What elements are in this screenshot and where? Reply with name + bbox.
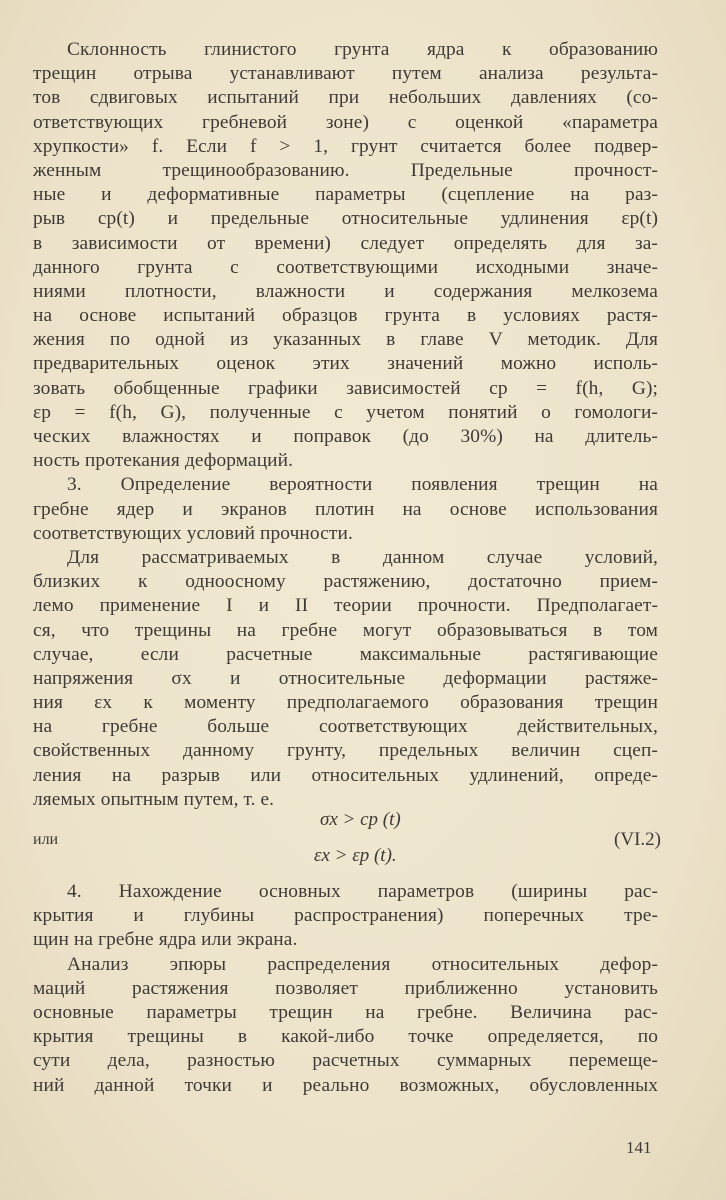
text-line: маций растяжения позволяет приближенно установить	[33, 977, 658, 999]
text-line: зовать обобщенные графики зависимостей cр = f(h, G);	[33, 377, 658, 399]
text-line: ляемых опытным путем, т. е.	[33, 788, 275, 810]
text-line: женным трещинообразованию. Предельные прочност-	[33, 159, 658, 181]
text-line: на гребне больше соответствующих действительных,	[33, 716, 658, 738]
text-line: ния εx к моменту предполагаемого образования трещин	[33, 692, 658, 714]
section-4-text-block	[33, 880, 658, 1098]
text-line: ниями плотности, влажности и содержания мелкозема	[33, 280, 658, 302]
text-line: сути дела, разностью расчетных суммарных перемеще-	[33, 1050, 658, 1072]
text-line: лемо применение I и II теории прочности. Предполагает-	[33, 595, 658, 617]
text-line: свойственных данному грунту, предельных величин сцеп-	[33, 740, 658, 762]
text-line: крытия и глубины распространения) поперечных тре-	[33, 905, 658, 927]
text-line: ний данной точки и реально возможных, обусловленных	[33, 1074, 658, 1096]
text-line: соответствующих условий прочности.	[33, 522, 353, 544]
text-line: гребне ядер и экранов плотин на основе использования	[33, 498, 658, 520]
text-line: Анализ эпюры распределения относительных дефор-	[67, 953, 658, 975]
formula-line-stress: σx > cр (t)	[320, 809, 401, 830]
text-line: ные и деформативные параметры (сцепление на раз-	[33, 184, 658, 206]
text-line: ления на разрыв или относительных удлинений, опреде-	[33, 764, 658, 786]
text-line: близких к одноосному растяжению, достаточно прием-	[33, 571, 658, 593]
text-line: ность протекания деформаций.	[33, 450, 294, 472]
formula-line-strain: εx > εр (t).	[314, 845, 397, 866]
text-line: εр = f(h, G), полученные с учетом понятий о гомологи-	[33, 401, 658, 423]
text-line: щин на гребне ядра или экрана.	[33, 929, 298, 951]
text-line: 3. Определение вероятности появления трещин на	[67, 474, 658, 496]
text-line: основные параметры трещин на гребне. Величина рас-	[33, 1001, 658, 1023]
page-number: 141	[626, 1138, 652, 1157]
text-line: ся, что трещины на гребне могут образовываться в том	[33, 619, 658, 641]
text-line: ческих влажностях и поправок (до 30%) на длитель-	[33, 426, 658, 447]
text-line: крытия трещины в какой-либо точке определяется, по	[33, 1026, 658, 1048]
text-line: Для рассматриваемых в данном случае условий,	[67, 546, 658, 568]
text-line: в зависимости от времени) следует определять для за-	[33, 232, 658, 254]
text-line: напряжения σx и относительные деформации растяже-	[33, 667, 658, 689]
main-text-block	[33, 38, 658, 812]
formula-or-label: или	[33, 831, 59, 848]
text-line: жения по одной из указанных в главе V методик. Для	[33, 329, 658, 351]
text-line: 4. Нахождение основных параметров (ширины рас-	[67, 881, 658, 902]
text-line: тов сдвиговых испытаний при небольших давлениях (со-	[33, 87, 658, 109]
formula-vi-2	[33, 803, 661, 871]
text-line: на основе испытаний образцов грунта в условиях растя-	[33, 305, 658, 327]
text-line: данного грунта с соответствующими исходными значе-	[33, 256, 658, 278]
text-line: ответствующих гребневой зоне) с оценкой «параметра	[33, 111, 658, 133]
text-line: Склонность глинистого грунта ядра к образованию	[67, 39, 658, 60]
equation-number: (VI.2)	[614, 829, 661, 850]
text-line: трещин отрыва устанавливают путем анализа результа-	[33, 63, 658, 85]
text-line: хрупкости» f. Если f > 1, грунт считается более подвер-	[33, 135, 658, 157]
text-line: случае, если расчетные максимальные растягивающие	[33, 643, 658, 665]
text-line: предварительных оценок этих значений можно исполь-	[33, 353, 658, 375]
text-line: рыв cр(t) и предельные относительные удлинения εр(t)	[33, 208, 658, 230]
